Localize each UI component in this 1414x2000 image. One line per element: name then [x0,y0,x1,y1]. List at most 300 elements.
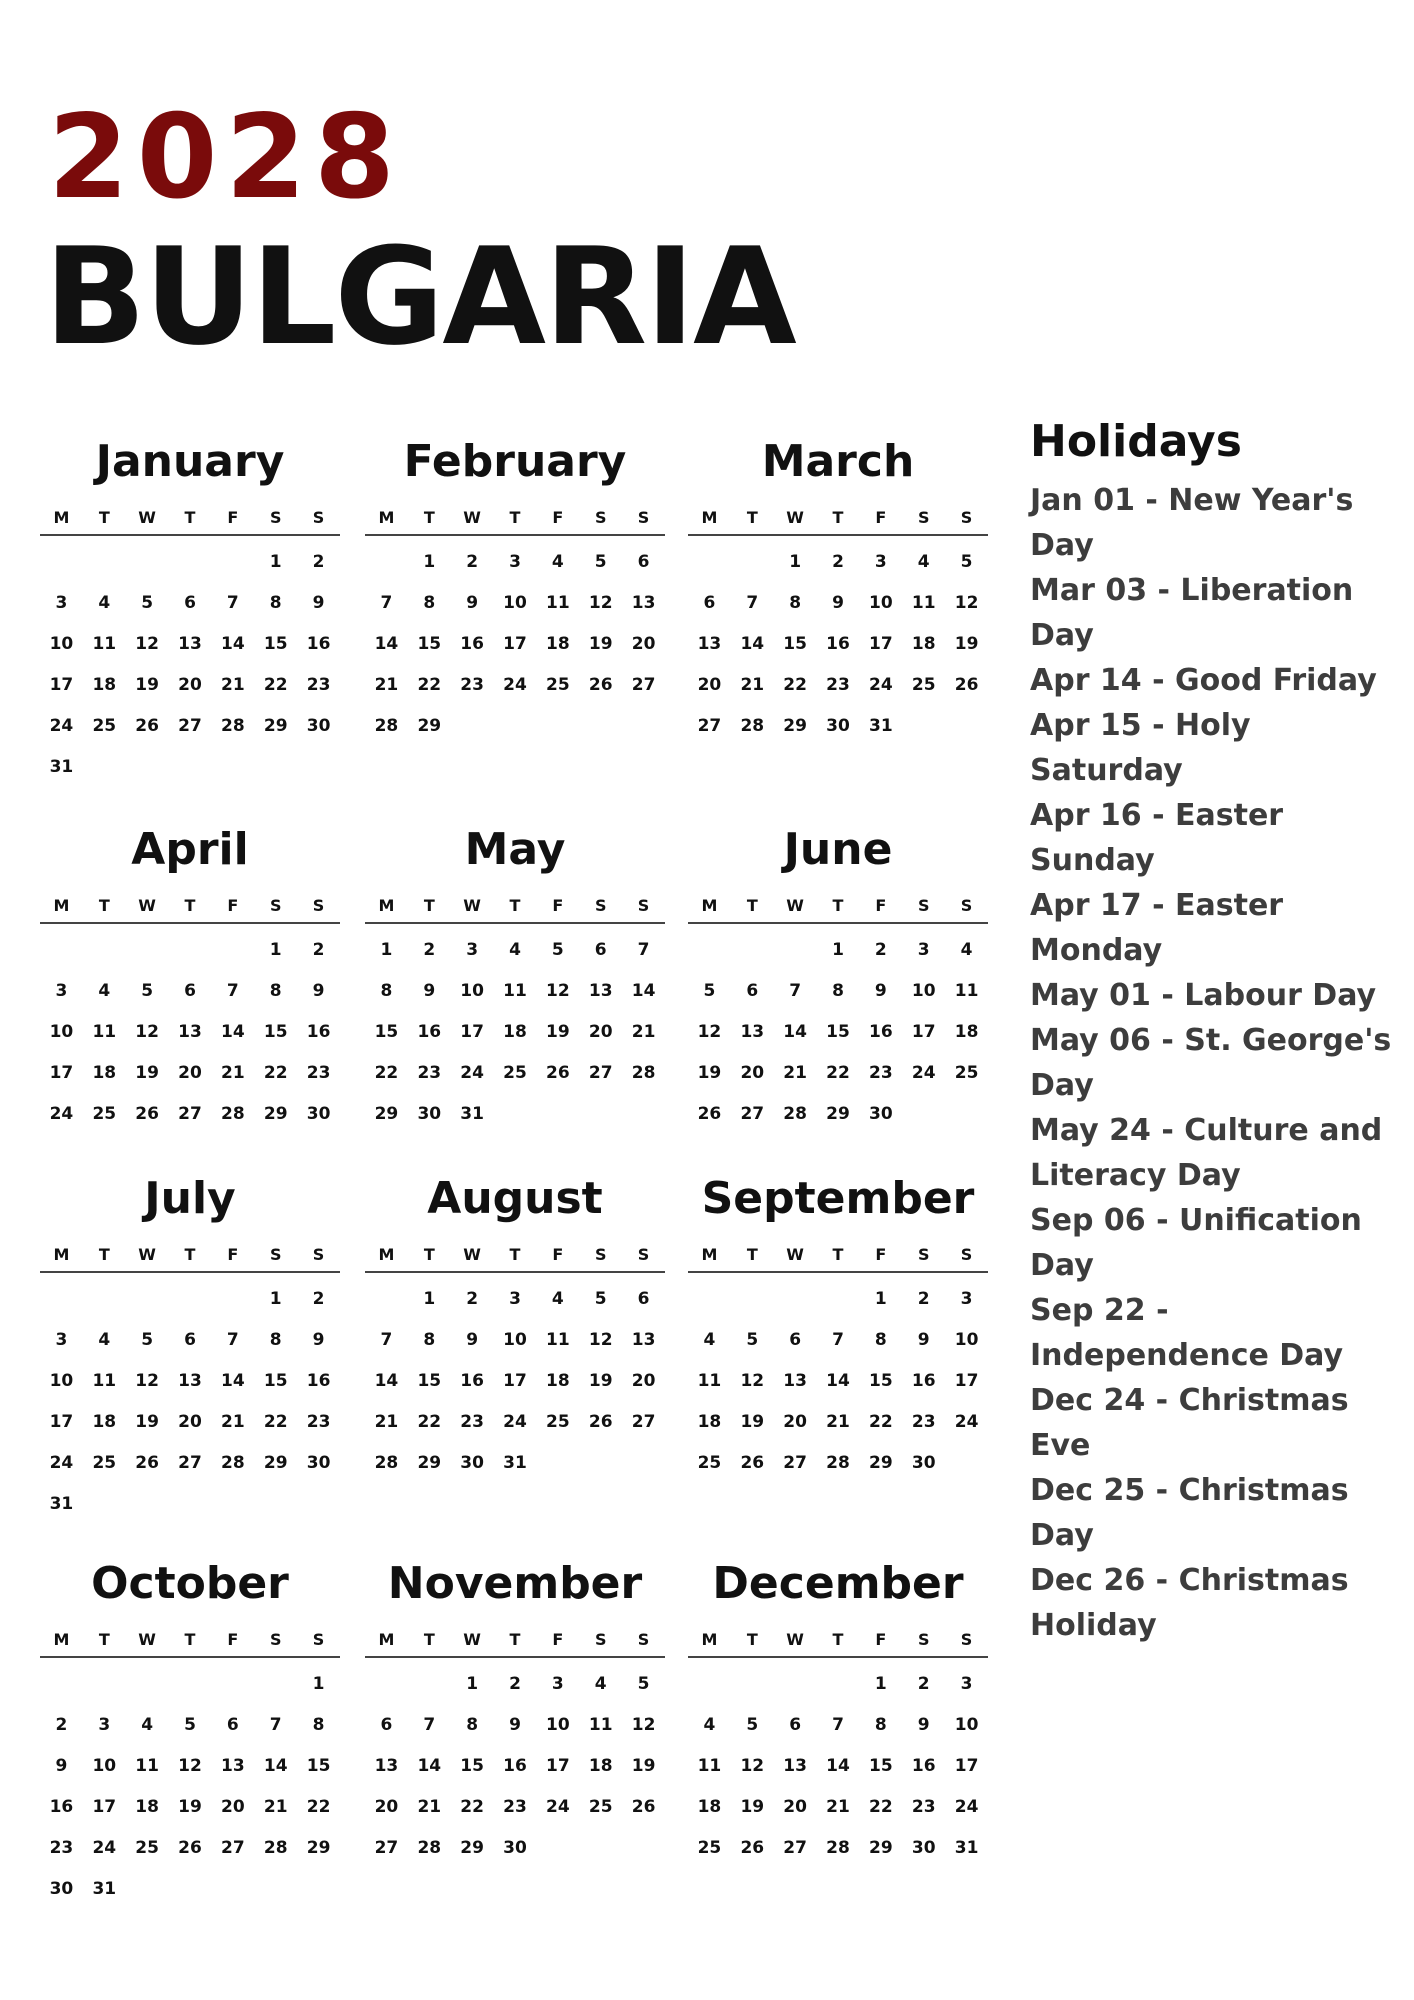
day-cell: 20 [588,1022,613,1042]
weekday-label: T [746,896,758,915]
day-grid [40,1279,340,1525]
day-cell: 20 [178,675,202,695]
day-cell: 23 [306,1412,331,1432]
day-cell: 9 [917,1715,930,1735]
weekday-label: W [786,1245,804,1264]
day-cell: 10 [49,1022,74,1042]
day-grid [40,542,340,788]
day-cell: 17 [911,1022,936,1042]
day-cell: 31 [869,716,893,736]
day-cell: 26 [178,1838,202,1858]
day-cell: 1 [832,940,844,960]
day-cell: 26 [588,675,613,695]
day-cell: 17 [49,1063,74,1083]
day-cell: 27 [178,1453,202,1473]
day-cell: 13 [783,1371,807,1391]
weekday-label: S [594,1630,607,1649]
month-name: January [95,436,285,487]
day-cell: 27 [221,1838,245,1858]
holiday-item: Apr 16 - Easter Sunday [1030,798,1284,878]
day-cell: 19 [178,1797,202,1817]
day-cell: 18 [135,1797,159,1817]
empty-cell [211,930,254,971]
weekday-label: S [637,508,650,527]
empty-cell [731,542,774,583]
day-cell: 19 [546,1022,570,1042]
day-cell: 9 [509,1715,521,1735]
day-cell: 6 [789,1715,802,1735]
weekday-label: W [463,508,481,527]
day-cell: 31 [503,1453,527,1473]
day-cell: 4 [141,1715,154,1735]
weekday-label: F [875,1630,887,1649]
day-cell: 1 [466,1674,479,1694]
day-cell: 10 [460,981,484,1001]
day-cell: 13 [374,1756,399,1776]
day-cell: 20 [631,1371,656,1391]
day-cell: 3 [917,940,930,960]
weekday-label: S [594,896,607,915]
day-cell: 8 [269,981,282,1001]
day-cell: 27 [588,1063,613,1083]
day-cell: 16 [417,1022,442,1042]
weekday-label: S [637,1630,650,1649]
day-cell: 27 [783,1453,807,1473]
day-cell: 25 [954,1063,979,1083]
day-cell: 11 [92,1022,117,1042]
holiday-item: May 24 - Culture and Literacy Day [1030,1113,1383,1193]
calendar-grid [40,436,1000,1940]
day-cell: 24 [92,1838,117,1858]
empty-cell [169,930,212,971]
day-cell: 12 [631,1715,656,1735]
day-cell: 1 [874,1289,887,1309]
weekday-label: W [463,1630,481,1649]
day-cell: 30 [306,1104,331,1124]
year-title: 2028 [48,90,403,225]
day-cell: 12 [954,593,979,613]
day-cell: 15 [417,634,442,654]
weekday-label: S [312,896,325,915]
day-cell: 19 [740,1412,765,1432]
holiday-item: Apr 15 - Holy Saturday [1030,708,1251,788]
day-cell: 16 [306,1022,331,1042]
day-cell: 11 [92,634,117,654]
day-cell: 25 [697,1453,722,1473]
day-cell: 21 [374,1412,399,1432]
day-cell: 17 [460,1022,484,1042]
day-cell: 14 [263,1756,288,1776]
day-cell: 14 [374,634,399,654]
day-cell: 30 [417,1104,442,1124]
month-december [688,1558,988,1869]
day-cell: 16 [460,1371,484,1391]
day-cell: 5 [141,1330,154,1350]
weekday-header [688,502,988,536]
day-cell: 15 [783,634,807,654]
empty-cell [365,542,408,583]
day-cell: 29 [263,716,288,736]
day-cell: 29 [869,1453,893,1473]
day-cell: 13 [783,1756,807,1776]
day-cell: 10 [92,1756,117,1776]
day-grid [688,1279,988,1484]
weekday-header [365,890,665,924]
empty-cell [126,930,169,971]
day-cell: 21 [740,675,765,695]
empty-cell [731,930,774,971]
day-cell: 22 [783,675,807,695]
month-august [365,1173,665,1484]
day-cell: 11 [954,981,979,1001]
holiday-item: Jan 01 - New Year's Day [1030,483,1354,563]
day-cell: 21 [221,1412,245,1432]
day-cell: 13 [588,981,613,1001]
day-cell: 15 [460,1756,484,1776]
day-cell: 26 [631,1797,656,1817]
day-cell: 14 [826,1371,850,1391]
weekday-label: T [832,508,844,527]
day-cell: 18 [503,1022,527,1042]
day-cell: 28 [783,1104,807,1124]
day-cell: 1 [423,1289,436,1309]
day-cell: 31 [92,1879,117,1899]
day-cell: 21 [783,1063,807,1083]
weekday-label: S [917,896,930,915]
day-cell: 6 [746,981,759,1001]
day-grid [40,1664,340,1910]
weekday-label: S [269,896,282,915]
day-cell: 10 [869,593,893,613]
day-cell: 20 [697,675,722,695]
day-cell: 26 [740,1838,765,1858]
weekday-label: T [98,1630,110,1649]
weekday-label: T [746,1630,758,1649]
country-title: BULGARIA [44,219,795,375]
empty-cell [365,1279,408,1320]
day-cell: 7 [226,981,239,1001]
weekday-header [40,890,340,924]
day-grid [688,1664,988,1869]
day-cell: 30 [911,1453,936,1473]
day-cell: 20 [221,1797,245,1817]
day-cell: 11 [135,1756,159,1776]
day-grid [365,930,665,1135]
day-cell: 10 [49,1371,74,1391]
day-cell: 1 [269,1289,282,1309]
weekday-label: T [509,508,521,527]
day-grid [365,542,665,747]
weekday-header [688,1239,988,1273]
day-cell: 17 [954,1756,979,1776]
day-cell: 1 [874,1674,887,1694]
weekday-label: T [423,1630,435,1649]
day-cell: 6 [184,981,196,1001]
weekday-label: W [786,1630,804,1649]
day-cell: 27 [740,1104,765,1124]
day-cell: 28 [631,1063,656,1083]
day-cell: 12 [697,1022,722,1042]
day-cell: 7 [226,1330,239,1350]
weekday-label: T [746,508,758,527]
day-cell: 18 [697,1797,722,1817]
empty-cell [126,1279,169,1320]
weekday-label: M [53,896,70,915]
day-cell: 2 [423,940,436,960]
weekday-label: T [509,896,521,915]
month-september [688,1173,988,1484]
day-cell: 17 [869,634,893,654]
weekday-label: F [875,1245,887,1264]
weekday-label: S [917,1245,930,1264]
day-cell: 24 [503,675,527,695]
empty-cell [40,542,83,583]
empty-cell [774,930,817,971]
day-cell: 2 [312,940,325,960]
day-cell: 21 [263,1797,288,1817]
day-cell: 22 [460,1797,484,1817]
day-cell: 23 [503,1797,527,1817]
day-cell: 3 [98,1715,111,1735]
day-cell: 23 [460,1412,484,1432]
day-cell: 30 [869,1104,893,1124]
empty-cell [169,1279,212,1320]
day-cell: 5 [141,981,154,1001]
empty-cell [688,542,731,583]
holiday-item: May 06 - St. George's Day [1030,1023,1392,1103]
day-cell: 3 [466,940,479,960]
holiday-item: Dec 25 - Christmas Day [1030,1473,1349,1553]
month-june [688,824,988,1135]
weekday-label: S [960,1630,973,1649]
day-cell: 19 [135,675,159,695]
empty-cell [169,1664,212,1705]
month-november [365,1558,665,1869]
weekday-label: T [184,1245,196,1264]
day-cell: 5 [746,1330,759,1350]
day-cell: 6 [789,1330,802,1350]
day-cell: 5 [551,940,564,960]
weekday-label: F [552,1245,564,1264]
day-cell: 21 [417,1797,442,1817]
holiday-item: Dec 24 - Christmas Eve [1030,1383,1349,1463]
empty-cell [211,542,254,583]
day-cell: 6 [184,1330,196,1350]
weekday-label: T [832,896,844,915]
day-cell: 12 [588,1330,613,1350]
month-name: July [144,1173,236,1224]
empty-cell [126,542,169,583]
day-cell: 12 [588,593,613,613]
day-cell: 5 [637,1674,650,1694]
day-cell: 4 [917,552,930,572]
day-cell: 12 [740,1371,765,1391]
day-cell: 11 [697,1756,722,1776]
weekday-label: T [184,896,196,915]
day-cell: 19 [631,1756,656,1776]
day-cell: 3 [551,1674,564,1694]
day-cell: 18 [697,1412,722,1432]
day-cell: 9 [312,593,325,613]
day-cell: 27 [697,716,722,736]
day-cell: 1 [789,552,802,572]
empty-cell [83,1279,126,1320]
day-cell: 11 [546,593,570,613]
day-cell: 25 [588,1797,613,1817]
weekday-label: S [594,1245,607,1264]
weekday-label: S [960,508,973,527]
day-cell: 29 [417,1453,442,1473]
day-cell: 6 [594,940,607,960]
empty-cell [688,930,731,971]
day-cell: 12 [740,1756,765,1776]
day-cell: 12 [135,1022,159,1042]
holidays-title: Holidays [1030,416,1242,467]
month-january [40,436,340,788]
empty-cell [40,1279,83,1320]
day-cell: 5 [594,1289,607,1309]
day-cell: 7 [746,593,759,613]
day-cell: 4 [509,940,521,960]
day-cell: 18 [92,1063,117,1083]
day-cell: 23 [911,1412,936,1432]
day-cell: 4 [98,593,111,613]
day-cell: 22 [263,1063,288,1083]
day-cell: 7 [380,1330,393,1350]
day-cell: 8 [423,593,436,613]
weekday-label: S [594,508,607,527]
day-cell: 4 [703,1330,716,1350]
day-cell: 30 [503,1838,527,1858]
day-cell: 4 [551,552,564,572]
day-cell: 8 [466,1715,479,1735]
day-cell: 25 [697,1838,722,1858]
day-cell: 1 [269,940,282,960]
weekday-label: S [917,1630,930,1649]
day-cell: 29 [826,1104,850,1124]
day-cell: 15 [306,1756,331,1776]
day-cell: 21 [826,1797,850,1817]
day-cell: 25 [503,1063,527,1083]
day-cell: 15 [417,1371,442,1391]
empty-cell [817,1279,860,1320]
weekday-label: F [227,508,239,527]
weekday-label: T [832,1630,844,1649]
day-cell: 14 [221,1371,245,1391]
empty-cell [817,1664,860,1705]
day-cell: 29 [263,1453,288,1473]
weekday-label: S [312,1245,325,1264]
day-cell: 20 [631,634,656,654]
day-cell: 2 [832,552,844,572]
day-cell: 17 [92,1797,117,1817]
day-cell: 9 [312,981,325,1001]
weekday-label: T [423,508,435,527]
day-cell: 15 [263,1022,288,1042]
day-grid [688,542,988,747]
month-name: February [403,436,627,487]
day-cell: 7 [637,940,650,960]
day-cell: 22 [374,1063,399,1083]
empty-cell [83,542,126,583]
weekday-label: M [378,896,395,915]
month-name: December [712,1558,964,1609]
day-cell: 20 [374,1797,399,1817]
day-cell: 2 [312,1289,325,1309]
day-cell: 23 [911,1797,936,1817]
empty-cell [169,542,212,583]
day-cell: 29 [263,1104,288,1124]
weekday-label: M [701,508,718,527]
day-cell: 3 [874,552,887,572]
day-cell: 2 [55,1715,68,1735]
month-name: May [464,824,566,875]
weekday-label: M [701,896,718,915]
day-cell: 25 [546,675,570,695]
day-cell: 8 [269,1330,282,1350]
day-cell: 15 [826,1022,850,1042]
day-cell: 30 [826,716,850,736]
day-cell: 28 [826,1838,850,1858]
day-cell: 9 [55,1756,68,1776]
weekday-label: T [98,508,110,527]
day-cell: 28 [740,716,765,736]
day-cell: 13 [178,1371,202,1391]
weekday-label: W [138,508,156,527]
day-cell: 28 [826,1453,850,1473]
weekday-label: S [269,1630,282,1649]
weekday-label: T [98,896,110,915]
day-cell: 9 [874,981,887,1001]
day-cell: 14 [221,1022,245,1042]
day-cell: 7 [380,593,393,613]
empty-cell [731,1279,774,1320]
weekday-label: F [875,508,887,527]
weekday-label: T [184,1630,196,1649]
day-cell: 15 [263,1371,288,1391]
day-cell: 28 [263,1838,288,1858]
weekday-label: T [509,1630,521,1649]
day-cell: 18 [911,634,936,654]
holidays-list [1030,416,1400,1648]
day-cell: 5 [594,552,607,572]
day-cell: 15 [869,1371,893,1391]
day-cell: 25 [92,1453,117,1473]
day-cell: 27 [374,1838,399,1858]
day-cell: 2 [874,940,887,960]
day-cell: 21 [374,675,399,695]
month-july [40,1173,340,1525]
day-cell: 12 [546,981,570,1001]
empty-cell [83,1664,126,1705]
month-name: March [761,436,915,487]
month-february [365,436,665,747]
weekday-header [365,1239,665,1273]
day-cell: 21 [221,675,245,695]
weekday-label: F [875,896,887,915]
day-cell: 1 [423,552,436,572]
day-cell: 4 [703,1715,716,1735]
day-cell: 11 [503,981,527,1001]
day-cell: 24 [503,1412,527,1432]
weekday-label: F [552,508,564,527]
day-cell: 30 [911,1838,936,1858]
day-cell: 25 [546,1412,570,1432]
day-cell: 6 [637,1289,650,1309]
weekday-label: S [960,1245,973,1264]
day-cell: 26 [954,675,979,695]
day-cell: 16 [869,1022,893,1042]
